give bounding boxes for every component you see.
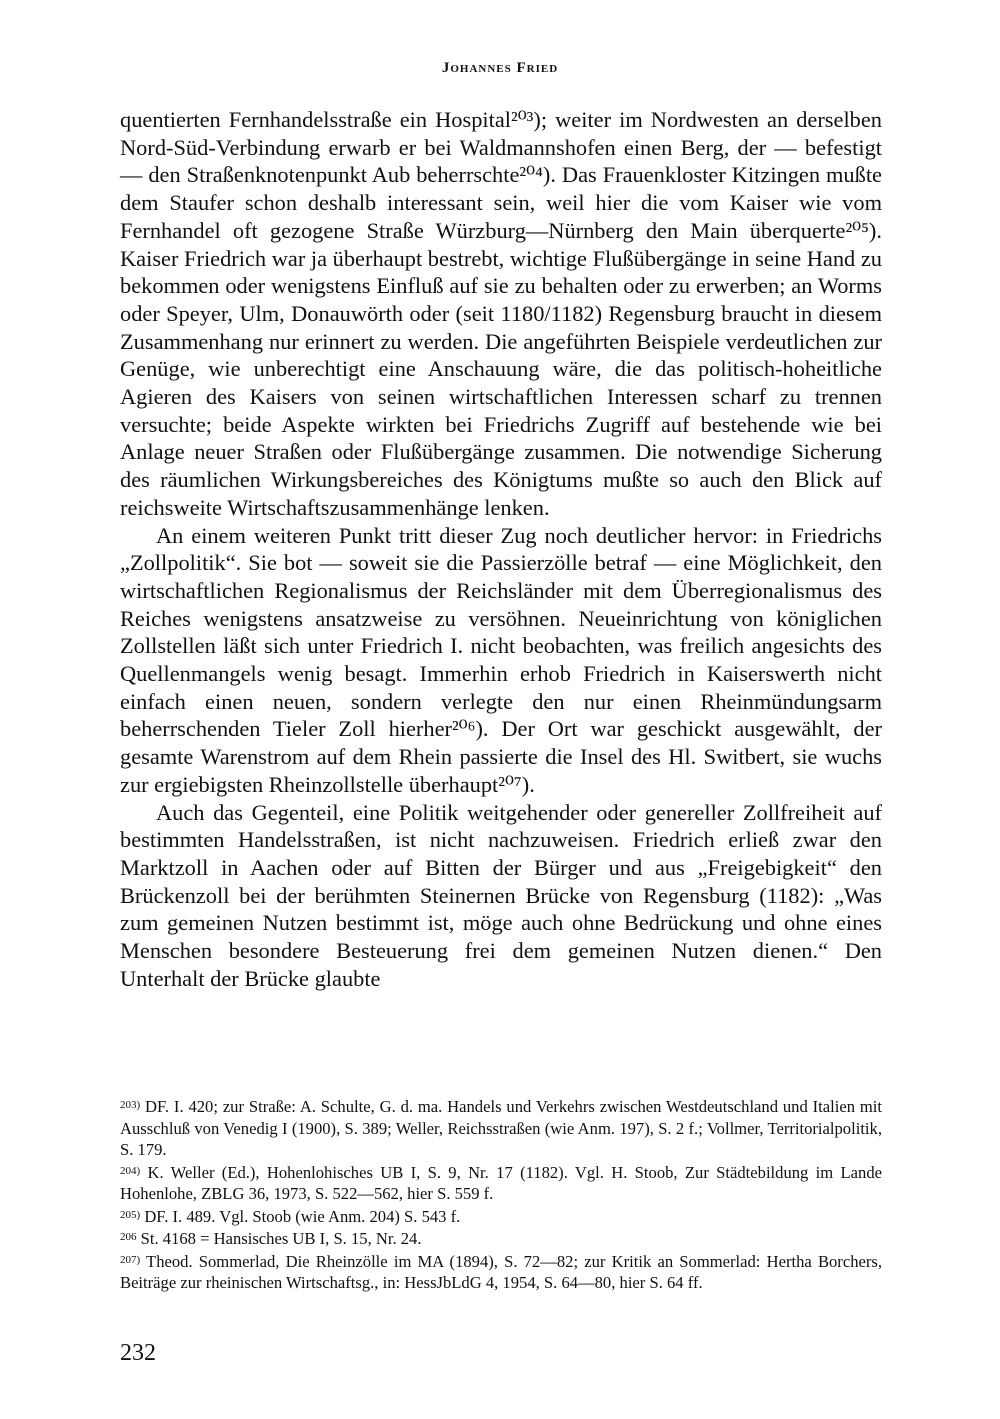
paragraph: Auch das Gegenteil, eine Politik weitgehender oder genereller Zollfreiheit auf bestimmten Handelsstraßen, ist nicht nachzuweisen. Friedrich erließ zwar den Marktzoll in Aachen oder auf Bitten der Bürger und aus „Freigebigkeit“ den Brückenzoll bei der berühmten Steinernen Brücke von Regensburg (1182): „Was zum gemeinen Nutzen bestimmt ist, möge auch ohne Bedrückung und ohne eines Menschen besondere Besteuerung frei dem gemeinen Nutzen dienen.“ Den Unterhalt der Brücke glaubte — [120, 799, 882, 991]
footnote-text: St. 4168 = Hansisches UB I, S. 15, Nr. 24. — [136, 1229, 422, 1248]
footnote-text: K. Weller (Ed.), Hohenlohisches UB I, S. 9, Nr. 17 (1182). Vgl. H. Stoob, Zur Städtebildung im Lande Hohenlohe, ZBLG 36, 1973, S. 522—562, hier S. 559 f. — [120, 1162, 882, 1203]
paragraph: quentierten Fernhandelsstraße ein Hospital²⁰³); weiter im Nordwesten an derselben Nord-Süd-Verbindung erwarb er bei Waldmannshofen einen Berg, der — befestigt — den Straßenknotenpunkt Aub beherrschte²⁰⁴). Das Frauenkloster Kitzingen mußte dem Staufer schon deshalb interessant sein, weil hier die vom Kaiser wie vom Fernhandel oft gezogene Straße Würzburg—Nürnberg den Main überquerte²⁰⁵). Kaiser Friedrich war ja überhaupt bestrebt, wichtige Flußübergänge in seine Hand zu bekommen oder wenigstens Einfluß auf sie zu behalten oder zu erwerben; an Worms oder Speyer, Ulm, Donauwörth oder (seit 1180/1182) Regensburg braucht in diesem Zusammenhang nur erinnert zu werden. Die angeführten Beispiele verdeutlichen zur Genüge, wie unberechtigt eine Anschauung wäre, die das politisch-hoheitliche Agieren des Kaisers von seinen wirtschaftlichen Interessen scharf zu trennen versuchte; beide Aspekte wirkten bei Friedrichs Zugriff auf bestehende wie bei Anlage neuer Straßen oder Flußübergänge zusammen. Die notwendige Sicherung des räumlichen Wirkungsbereiches des Königtums mußte so auch den Blick auf reichsweite Wirtschaftszusammenhänge lenken. — [120, 107, 882, 520]
footnote — [120, 1227, 882, 1250]
running-head: Johannes Fried — [441, 60, 559, 76]
footnote — [120, 1161, 882, 1205]
footnote-mark: 203) — [120, 1099, 141, 1111]
footnote-text: Theod. Sommerlad, Die Rheinzölle im MA (1894), S. 72—82; zur Kritik an Sommerlad: Hertha Borchers, Beiträge zur rheinischen Wirtschaftsg., in: HessJbLdG 4, 1954, S. 64—80, hier S. 64 ff. — [120, 1251, 882, 1292]
footnote — [120, 1205, 882, 1228]
footnote — [120, 1250, 882, 1294]
footnote-mark: 205) — [120, 1208, 141, 1221]
footnote-mark: 206 — [120, 1231, 137, 1243]
footnote-mark: 204) — [120, 1164, 141, 1177]
footnote — [120, 1095, 882, 1161]
main-text — [120, 106, 882, 993]
footnote-mark: 207) — [120, 1253, 141, 1266]
footnotes — [120, 1095, 882, 1294]
footnote-text: DF. I. 420; zur Straße: A. Schulte, G. d. ma. Handels und Verkehrs zwischen Westdeutschland und Italien mit Ausschluß von Venedig I (1900), S. 389; Weller, Reichsstraßen (wie Anm. 197), S. 2 f.; Vollmer, Territorialpolitik, S. 179. — [120, 1097, 882, 1159]
page-number: 232 — [120, 1340, 156, 1366]
footnote-text: DF. I. 489. Vgl. Stoob (wie Anm. 204) S. 543 f. — [140, 1206, 461, 1226]
paragraph: An einem weiteren Punkt tritt dieser Zug noch deutlicher hervor: in Friedrichs „Zollpolitik“. Sie bot — soweit sie die Passierzölle betraf — eine Möglichkeit, den wirtschaftlichen Regionalismus der Reichsländer mit dem Überregionalismus des Reiches wenigstens ansatzweise zu versöhnen. Neueinrichtung von königlichen Zollstellen läßt sich unter Friedrich I. nicht beobachten, was freilich angesichts des Quellenmangels wenig besagt. Immerhin erhob Friedrich in Kaiserswerth nicht einfach einen neuen, sondern verlegte den nur einen Rheinmündungsarm beherrschenden Tieler Zoll hierher²⁰⁶). Der Ort war geschickt ausgewählt, der gesamte Warenstrom auf dem Rhein passierte die Insel des Hl. Switbert, sie wuchs zur ergiebigsten Rheinzollstelle überhaupt²⁰⁷). — [120, 522, 882, 797]
